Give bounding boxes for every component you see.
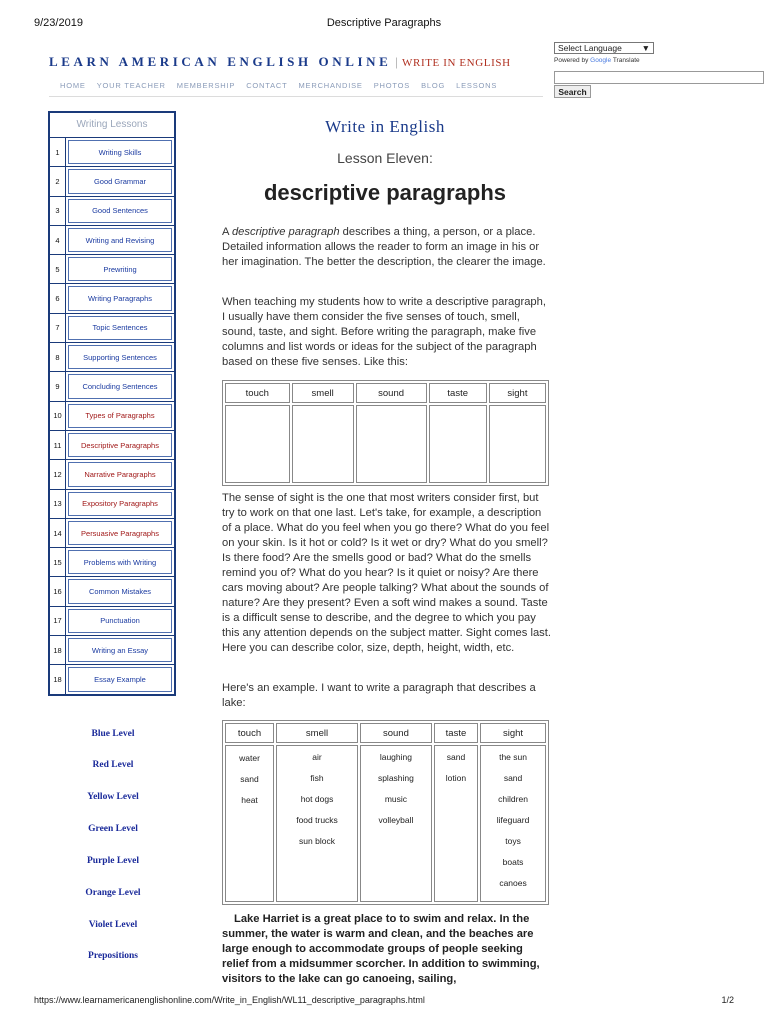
language-select-label: Select Language xyxy=(558,43,622,53)
list-item: sand xyxy=(446,752,466,762)
lesson-link[interactable]: Supporting Sentences xyxy=(68,345,172,369)
brand-subtitle: WRITE IN ENGLISH xyxy=(402,57,511,69)
lesson-number: 18 xyxy=(50,665,66,693)
list-item: lifeguard xyxy=(496,815,530,825)
nav-lessons[interactable]: LESSONS xyxy=(456,81,498,90)
dropdown-arrow-icon: ▼ xyxy=(641,43,650,53)
lessons-heading: Writing Lessons xyxy=(50,113,174,138)
lesson-number: 2 xyxy=(50,167,66,195)
lesson-item[interactable] xyxy=(50,197,174,226)
senses-template-table xyxy=(222,380,549,486)
lesson-link[interactable]: Prewriting xyxy=(68,257,172,281)
lesson-number: 4 xyxy=(50,226,66,254)
section-title: Write in English xyxy=(325,117,445,136)
list-item: the sun xyxy=(499,752,527,762)
lesson-link[interactable]: Problems with Writing xyxy=(68,550,172,574)
nav-merchandise[interactable]: MERCHANDISE xyxy=(298,81,363,90)
level-link-green[interactable]: Green Level xyxy=(88,824,138,834)
col-taste: taste xyxy=(429,383,487,403)
col-smell: smell xyxy=(276,723,358,743)
lesson-number: 16 xyxy=(50,577,66,605)
smell-cell xyxy=(276,745,358,902)
intro-paragraph xyxy=(222,225,552,270)
nav-membership[interactable]: MEMBERSHIP xyxy=(176,81,236,90)
nav-photos[interactable]: PHOTOS xyxy=(373,81,411,90)
lesson-link[interactable]: Types of Paragraphs xyxy=(68,404,172,428)
example-intro: Here's an example. I want to write a paragraph that describes a lake: xyxy=(222,682,536,709)
col-taste: taste xyxy=(434,723,478,743)
lesson-item[interactable] xyxy=(50,167,174,196)
sight-cell xyxy=(480,745,546,902)
lesson-link[interactable]: Common Mistakes xyxy=(68,579,172,603)
lesson-link[interactable]: Concluding Sentences xyxy=(68,374,172,398)
text-fragment: A xyxy=(222,226,232,238)
empty-cell xyxy=(356,405,427,483)
list-item: heat xyxy=(241,795,258,805)
lesson-number-heading: Lesson Eleven: xyxy=(337,150,433,166)
nav-your-teacher[interactable]: YOUR TEACHER xyxy=(96,81,166,90)
nav-contact[interactable]: CONTACT xyxy=(246,81,288,90)
powered-by-text: Powered by xyxy=(554,57,589,64)
lesson-item[interactable] xyxy=(50,460,174,489)
site-brand[interactable] xyxy=(49,54,511,70)
lesson-item[interactable] xyxy=(50,284,174,313)
lesson-item[interactable] xyxy=(50,636,174,665)
print-date: 9/23/2019 xyxy=(34,17,83,29)
lesson-number: 7 xyxy=(50,314,66,342)
lesson-number: 10 xyxy=(50,402,66,430)
lesson-item[interactable] xyxy=(50,607,174,636)
lesson-item[interactable] xyxy=(50,490,174,519)
col-smell: smell xyxy=(292,383,354,403)
taste-cell xyxy=(434,745,478,902)
google-logo: Google xyxy=(590,57,612,64)
lesson-item[interactable] xyxy=(50,548,174,577)
translate-link[interactable]: Translate xyxy=(612,57,640,64)
lesson-link[interactable]: Writing an Essay xyxy=(68,638,172,662)
lesson-link[interactable]: Writing and Revising xyxy=(68,228,172,252)
lake-senses-table xyxy=(222,720,549,905)
lesson-number: 15 xyxy=(50,548,66,576)
lesson-link[interactable]: Topic Sentences xyxy=(68,316,172,340)
lesson-item[interactable] xyxy=(50,343,174,372)
text-fragment: describes a thing, a person, or a place. Detailed information allows the reader to form an image in his or her imagination. The better the description, the clearer the image. xyxy=(222,226,546,268)
list-item: air xyxy=(312,752,322,762)
list-item: water xyxy=(239,753,260,763)
lesson-link[interactable]: Expository Paragraphs xyxy=(68,492,172,516)
lesson-link[interactable]: Narrative Paragraphs xyxy=(68,462,172,486)
lesson-link[interactable]: Writing Skills xyxy=(68,140,172,164)
lesson-item[interactable] xyxy=(50,314,174,343)
page-url: https://www.learnamericanenglishonline.com/Write_in_English/WL11_descriptive_paragraphs.html xyxy=(34,995,425,1005)
col-touch: touch xyxy=(225,383,290,403)
lesson-link[interactable]: Good Grammar xyxy=(68,169,172,193)
page-number: 1/2 xyxy=(721,995,734,1005)
list-item: canoes xyxy=(499,878,527,888)
list-item: toys xyxy=(505,836,521,846)
writing-lessons-menu xyxy=(48,111,176,696)
lesson-item[interactable] xyxy=(50,372,174,401)
example-paragraph: Lake Harriet is a great place to to swim and relax. In the summer, the water is warm and clean, and the beaches are large enough to accommodate groups of people seeking relief from a midsummer scorcher. In addition to swimming, visitors to the lake can go canoeing, sailing, xyxy=(222,913,540,985)
col-sight: sight xyxy=(480,723,546,743)
list-item: food trucks xyxy=(296,815,338,825)
list-item: sand xyxy=(240,774,259,784)
level-link-violet[interactable]: Violet Level xyxy=(88,920,138,930)
lesson-link[interactable]: Descriptive Paragraphs xyxy=(68,433,172,457)
nav-home[interactable]: HOME xyxy=(60,81,86,90)
list-item: hot dogs xyxy=(300,794,334,804)
level-link-prepositions[interactable]: Prepositions xyxy=(88,951,138,961)
lesson-item[interactable] xyxy=(50,402,174,431)
lesson-link[interactable]: Punctuation xyxy=(68,609,172,633)
lesson-number: 1 xyxy=(50,138,66,166)
col-sound: sound xyxy=(360,723,432,743)
lesson-number: 13 xyxy=(50,490,66,518)
lesson-number: 14 xyxy=(50,519,66,547)
lesson-item[interactable] xyxy=(50,665,174,693)
search-input[interactable] xyxy=(554,71,764,84)
col-touch: touch xyxy=(225,723,274,743)
level-link-red[interactable]: Red Level xyxy=(92,760,134,770)
empty-cell xyxy=(429,405,487,483)
level-link-purple[interactable]: Purple Level xyxy=(87,856,139,866)
lesson-number: 18 xyxy=(50,636,66,664)
nav-divider xyxy=(49,96,543,97)
col-sound: sound xyxy=(356,383,427,403)
top-nav xyxy=(60,81,508,90)
sight-paragraph: The sense of sight is the one that most writers consider first, but try to work on that one last. Let's take, for example, a description of a place. What do you feel when you go there? What do you feel on your skin. Is it hot or cold? Is it wet or dry? What do you smell? Is there food? Are the smells good or bad? What do the smells remind you of? What do you hear? Is it quiet or noisy? Are there cars moving about? Are people talking? What about the sounds of nature? Are they present? Even a soft wind makes a sound. Taste is a difficult sense to describe, and the degree to which you pay this any attention depends on the subject matter. Sight comes last. Here you can describe color, size, depth, height, width, etc. xyxy=(222,492,551,654)
level-link-yellow[interactable]: Yellow Level xyxy=(87,792,139,802)
list-item: sand xyxy=(503,773,523,783)
language-select[interactable] xyxy=(554,42,654,54)
empty-cell xyxy=(292,405,354,483)
lesson-number: 5 xyxy=(50,255,66,283)
powered-by-google xyxy=(554,57,640,64)
lesson-link[interactable]: Writing Paragraphs xyxy=(68,286,172,310)
list-item: boats xyxy=(502,857,524,867)
lesson-item-current[interactable] xyxy=(50,431,174,460)
lesson-item[interactable] xyxy=(50,226,174,255)
lesson-link[interactable]: Persuasive Paragraphs xyxy=(68,521,172,545)
lesson-number: 17 xyxy=(50,607,66,635)
brand-name: LEARN AMERICAN ENGLISH ONLINE xyxy=(49,54,392,69)
lesson-number: 11 xyxy=(50,431,66,459)
teaching-paragraph: When teaching my students how to write a descriptive paragraph, I usually have them consider the five senses of touch, smell, sound, taste, and sight. Before writing the paragraph, make five columns and list words or ideas for the subject of the paragraph based on these five senses. Like this: xyxy=(222,296,546,368)
lesson-number: 3 xyxy=(50,197,66,225)
lesson-number: 12 xyxy=(50,460,66,488)
lesson-link[interactable]: Essay Example xyxy=(68,667,172,691)
lesson-item[interactable] xyxy=(50,255,174,284)
lesson-number: 6 xyxy=(50,284,66,312)
list-item: lotion xyxy=(445,773,467,783)
sound-cell xyxy=(360,745,432,902)
empty-cell xyxy=(489,405,546,483)
list-item: fish xyxy=(310,773,324,783)
list-item: laughing xyxy=(379,752,412,762)
list-item: splashing xyxy=(377,773,414,783)
list-item: sun block xyxy=(299,836,335,846)
empty-cell xyxy=(225,405,290,483)
list-item: music xyxy=(384,794,408,804)
level-link-orange[interactable]: Orange Level xyxy=(85,888,141,898)
col-sight: sight xyxy=(489,383,546,403)
page-heading: descriptive paragraphs xyxy=(263,180,507,205)
print-title: Descriptive Paragraphs xyxy=(326,17,442,29)
lesson-item[interactable] xyxy=(50,138,174,167)
lesson-link[interactable]: Good Sentences xyxy=(68,199,172,223)
lesson-number: 9 xyxy=(50,372,66,400)
term-emphasis: descriptive paragraph xyxy=(231,226,340,238)
nav-blog[interactable]: BLOG xyxy=(421,81,446,90)
search-button[interactable]: Search xyxy=(554,85,591,98)
touch-cell xyxy=(225,745,274,902)
list-item: volleyball xyxy=(378,815,414,825)
lesson-item[interactable] xyxy=(50,519,174,548)
lesson-item[interactable] xyxy=(50,577,174,606)
brand-separator: | xyxy=(395,54,399,69)
list-item: children xyxy=(498,794,528,804)
level-link-blue[interactable]: Blue Level xyxy=(91,729,135,739)
lesson-number: 8 xyxy=(50,343,66,371)
